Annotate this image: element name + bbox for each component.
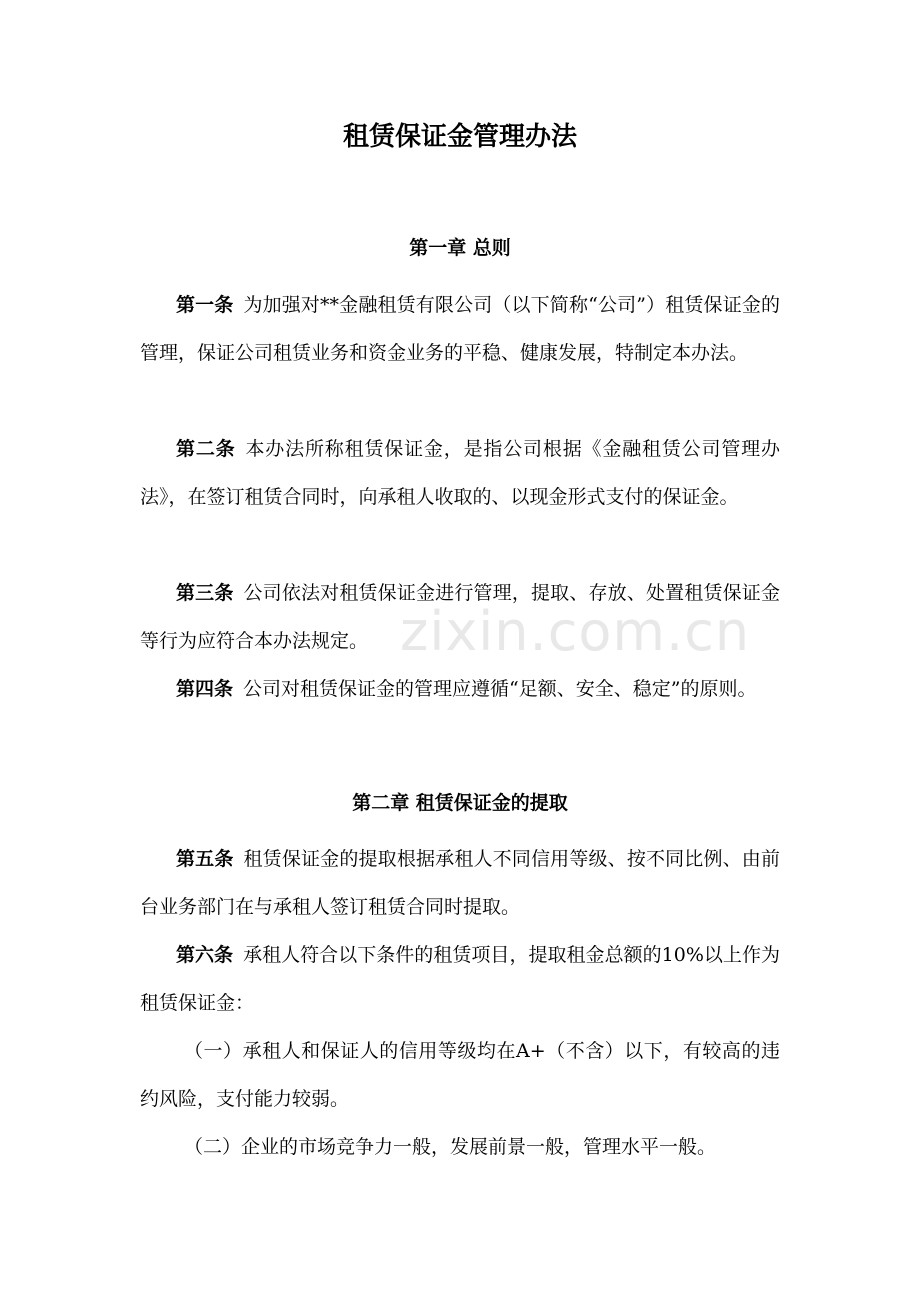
document-title: 租赁保证金管理办法 bbox=[342, 122, 577, 152]
article-5 bbox=[140, 835, 780, 931]
article-text: 公司依法对租赁保证金进行管理，提取、存放、处置租赁保证金等行为应符合本办法规定。 bbox=[140, 582, 780, 652]
article-text: 承租人符合以下条件的租赁项目，提取租金总额的10%以上作为租赁保证金： bbox=[140, 944, 780, 1014]
article-number: 第五条 bbox=[176, 848, 234, 870]
chapter-heading-2: 第二章 租赁保证金的提取 bbox=[352, 792, 568, 814]
article-4 bbox=[140, 665, 780, 713]
article-number: 第一条 bbox=[176, 294, 234, 316]
article-number: 第三条 bbox=[176, 582, 234, 604]
article-text: 本办法所称租赁保证金，是指公司根据《金融租赁公司管理办法》，在签订租赁合同时，向承租人收取的、以现金形式支付的保证金。 bbox=[140, 438, 780, 508]
article-text: 公司对租赁保证金的管理应遵循“足额、安全、稳定”的原则。 bbox=[243, 678, 757, 700]
list-item-1: （一）承租人和保证人的信用等级均在A+（不含）以下，有较高的违约风险，支付能力较弱。 bbox=[140, 1040, 780, 1110]
list-item-2: （二）企业的市场竞争力一般，发展前景一般，管理水平一般。 bbox=[184, 1136, 717, 1158]
watermark-text: zixin.com.cn bbox=[400, 600, 751, 663]
article-number: 第四条 bbox=[176, 678, 234, 700]
article-3 bbox=[140, 569, 780, 665]
article-number: 第六条 bbox=[176, 944, 234, 966]
article-number: 第二条 bbox=[176, 438, 236, 460]
chapter-heading-1: 第一章 总则 bbox=[409, 237, 511, 259]
article-1 bbox=[140, 281, 780, 377]
article-text: 为加强对**金融租赁有限公司（以下简称“公司”）租赁保证金的管理，保证公司租赁业务和资金业务的平稳、健康发展，特制定本办法。 bbox=[140, 294, 780, 364]
article-2 bbox=[140, 425, 780, 521]
article-text: 租赁保证金的提取根据承租人不同信用等级、按不同比例、由前台业务部门在与承租人签订租赁合同时提取。 bbox=[140, 848, 780, 918]
article-6 bbox=[140, 931, 780, 1027]
